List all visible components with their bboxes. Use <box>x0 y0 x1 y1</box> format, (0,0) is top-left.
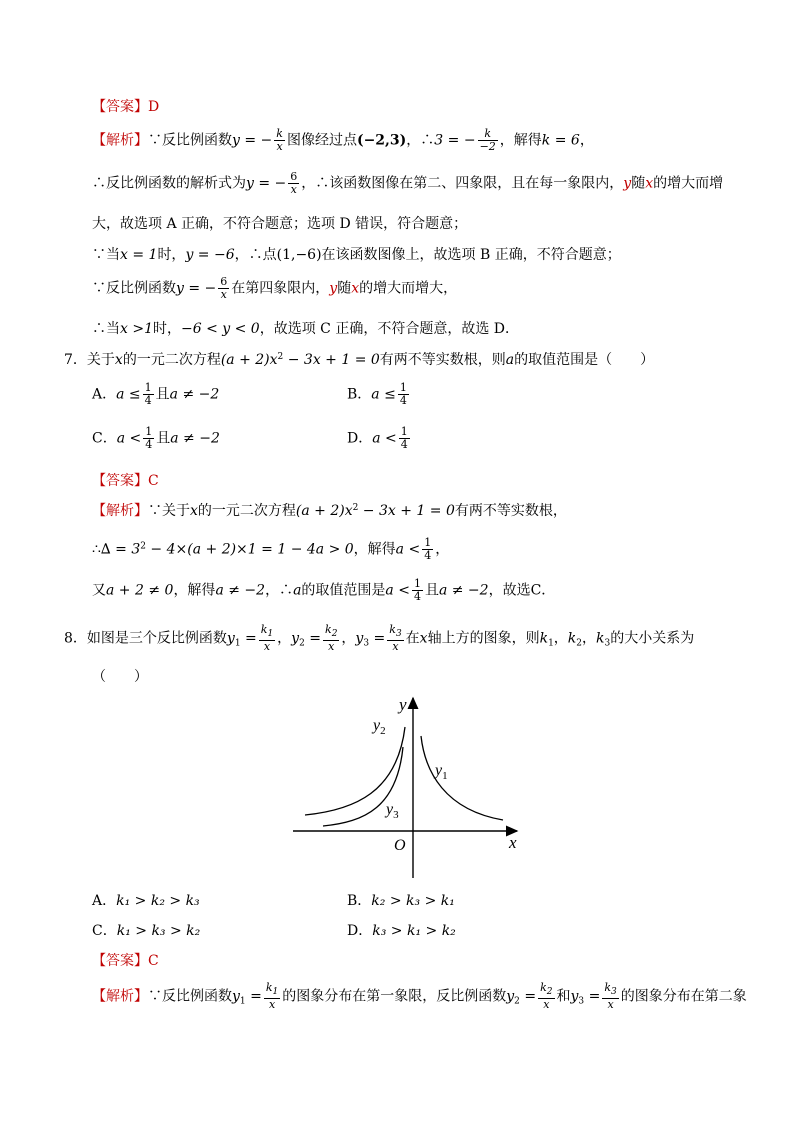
text: ， <box>435 541 450 558</box>
den: 4 <box>399 394 407 407</box>
x-axis-label: x <box>509 833 517 852</box>
num: 1 <box>424 536 432 549</box>
math: a + 2 ≠ 0 <box>106 582 174 599</box>
fraction <box>323 624 339 653</box>
den: x <box>220 288 227 301</box>
math: x <box>419 630 428 647</box>
text: 图像经过点 <box>286 132 357 149</box>
den: x <box>263 640 271 653</box>
text: 随 <box>337 280 352 297</box>
fraction <box>422 537 433 562</box>
text: 的取值范围是 <box>301 582 386 599</box>
curve-y2-label: $y_2$ <box>373 717 386 737</box>
label: C． <box>92 923 117 939</box>
math: (a + 2)x <box>220 352 278 368</box>
option-8a[interactable] <box>92 890 200 910</box>
hyperbola-graph <box>285 692 525 882</box>
option-7a[interactable] <box>92 382 219 407</box>
text: 时， <box>157 247 186 263</box>
label: B． <box>347 386 372 403</box>
math: 3 <box>363 638 370 649</box>
math: x <box>645 175 654 192</box>
math: y <box>291 630 300 647</box>
num: k <box>260 623 268 636</box>
text: ∴反比例函数的解析式为 <box>92 175 246 192</box>
analysis-8-line-1 <box>92 982 747 1011</box>
fraction <box>412 578 423 603</box>
text: ∵反比例函数 <box>148 132 232 149</box>
label: C． <box>92 430 117 447</box>
text: ，故选项 C 正确，不符合题意，故选 D． <box>259 321 519 337</box>
fraction <box>274 128 285 153</box>
text: ， <box>277 630 292 647</box>
math: a <box>293 582 302 599</box>
analysis-6-line-6 <box>92 318 519 338</box>
label: A． <box>92 386 117 403</box>
question-7-stem <box>64 349 654 369</box>
math: x <box>351 280 360 297</box>
text: 的图象分布在第一象限，反比例函数 <box>282 988 507 1005</box>
analysis-tag: 【解析】 <box>92 503 148 519</box>
fraction <box>288 171 299 196</box>
text: 有两不等实数根， <box>454 503 567 519</box>
math: a < <box>395 541 421 558</box>
text: 的一元二次方程 <box>197 503 296 519</box>
sub: 3 <box>395 629 402 639</box>
analysis-6-line-2 <box>92 171 723 196</box>
fraction <box>218 276 229 301</box>
num: 1 <box>145 425 153 438</box>
math: 2 <box>576 638 583 649</box>
label: B． <box>347 893 372 909</box>
answer-7: 【答案】C <box>92 473 159 489</box>
text: 且 <box>156 430 171 447</box>
num: 6 <box>220 275 228 288</box>
text: 且 <box>155 386 170 403</box>
math: y = − <box>246 175 287 192</box>
sub: 1 <box>272 987 279 997</box>
text: 在第四象限内， <box>231 280 330 297</box>
text: 有两不等实数根，则 <box>379 352 506 368</box>
option-7c[interactable] <box>92 426 220 451</box>
math: = <box>304 630 322 647</box>
label: D． <box>347 923 373 939</box>
math: y <box>570 988 579 1005</box>
math: a ≠ −2 <box>438 582 489 599</box>
math: −6 < y < 0 <box>180 321 260 337</box>
text: 在该函数图像上，故选项 B 正确，不符合题意； <box>321 247 621 263</box>
math: (1,−6) <box>276 247 322 263</box>
text: ∵反比例函数 <box>92 280 176 297</box>
math: x = 1 <box>120 247 158 263</box>
text: ，解得 <box>499 132 542 149</box>
math: k₃ > k₁ > k₂ <box>372 923 456 939</box>
analysis-7-line-2 <box>92 537 449 562</box>
num: 6 <box>290 170 298 183</box>
text: 的图象分布在第二象 <box>620 988 747 1005</box>
curve-y1-label: $y_1$ <box>435 762 448 782</box>
text: ，故选C． <box>488 582 556 599</box>
sub: 3 <box>611 987 617 997</box>
text: 的增大而增大， <box>359 280 458 297</box>
fraction <box>398 382 409 407</box>
math: 2 <box>140 541 146 552</box>
math: y = − <box>232 132 273 149</box>
fraction <box>143 426 154 451</box>
text: 在 <box>405 630 420 647</box>
y-axis-label: y <box>399 695 407 714</box>
math: y <box>623 175 632 192</box>
question-8-stem <box>64 624 694 653</box>
text: ， <box>579 132 594 149</box>
num: 1 <box>144 381 152 394</box>
math: ∆ = 3 <box>100 541 141 558</box>
fraction <box>538 982 554 1011</box>
text: 8．如图是三个反比例函数 <box>64 630 227 647</box>
math: − 3x + 1 = 0 <box>283 352 380 368</box>
text: ∵当 <box>92 247 120 263</box>
text: ，∴点 <box>234 247 277 263</box>
analysis-6-line-3: 大，故选项 A 正确，不符合题意；选项 D 错误，符合题意； <box>92 216 468 232</box>
option-8d[interactable] <box>347 920 456 940</box>
math: 1 <box>234 638 241 649</box>
den: x <box>328 640 335 653</box>
math: 3 <box>604 638 611 649</box>
analysis-6-line-5 <box>92 276 457 301</box>
math: y <box>329 280 338 297</box>
analysis-7-line-1 <box>92 500 567 520</box>
text: ∴当 <box>92 321 120 337</box>
den: 4 <box>413 590 421 603</box>
den: 4 <box>145 438 153 451</box>
sub: 2 <box>331 629 338 639</box>
text: ∵反比例函数 <box>148 988 232 1005</box>
den: x <box>607 998 614 1011</box>
text: ，解得 <box>353 541 396 558</box>
analysis-tag: 【解析】 <box>92 132 148 149</box>
math: a ≠ −2 <box>169 386 220 403</box>
text: 随 <box>631 175 646 192</box>
den: 4 <box>144 394 152 407</box>
math: a ≤ <box>371 386 396 403</box>
text: ，∴该函数图像在第二、四象限，且在每一象限内， <box>301 175 624 192</box>
option-8b[interactable] <box>347 890 455 910</box>
answer-6: 【答案】D <box>92 99 160 115</box>
num: k <box>265 981 273 994</box>
math: 3 <box>578 996 585 1007</box>
text: ，解得 <box>173 582 216 599</box>
num: 1 <box>399 381 407 394</box>
den: −2 <box>479 140 496 153</box>
fraction <box>478 128 498 153</box>
origin-label: O <box>394 837 406 854</box>
den: x <box>276 140 283 153</box>
math: a < <box>385 582 410 599</box>
math: k = 6 <box>541 132 580 149</box>
fraction <box>143 382 154 407</box>
analysis-6-line-1 <box>92 128 594 153</box>
option-7d[interactable] <box>347 426 412 451</box>
math: 1 <box>239 996 246 1007</box>
text: 的增大而增 <box>653 175 724 192</box>
text: 的取值范围是（ ） <box>514 352 655 368</box>
curve-y3-label: $y_3$ <box>386 801 399 821</box>
math: y <box>506 988 515 1005</box>
math: a <box>505 352 515 368</box>
math: y <box>355 630 364 647</box>
text: ， <box>553 630 568 647</box>
math: k <box>567 630 577 647</box>
fraction <box>399 426 410 451</box>
math: a ≠ −2 <box>170 430 220 447</box>
math: (−2,3) <box>356 132 407 149</box>
text: ，∴ <box>265 582 294 599</box>
math: x <box>114 352 123 368</box>
text: ∵关于 <box>148 503 190 519</box>
math: k₁ > k₂ > k₃ <box>116 893 200 909</box>
text: ∴ <box>92 541 101 558</box>
analysis-6-line-4 <box>92 244 621 264</box>
den: 4 <box>400 438 408 451</box>
math: = <box>584 988 601 1005</box>
math: (a + 2)x <box>295 503 353 519</box>
label: A． <box>92 893 117 909</box>
den: x <box>268 998 276 1011</box>
den: x <box>392 640 399 653</box>
num: 1 <box>413 577 421 590</box>
math: 2 <box>299 638 305 649</box>
math: y <box>232 988 240 1005</box>
num: k <box>325 623 332 636</box>
text: 轴上方的图象，则 <box>427 630 540 647</box>
curve-y1 <box>421 736 503 820</box>
math: k <box>596 630 605 647</box>
math: − 3x + 1 = 0 <box>358 503 455 519</box>
text: 7．关于 <box>64 352 115 368</box>
den: 4 <box>424 549 432 562</box>
text: 时， <box>152 321 181 337</box>
analysis-tag: 【解析】 <box>92 988 148 1005</box>
sub: 1 <box>267 629 274 639</box>
question-8-paren: （ ） <box>92 669 148 685</box>
math: a < <box>372 430 397 447</box>
num: k <box>478 128 498 141</box>
math: 3 = − <box>434 132 476 149</box>
den: x <box>290 183 297 196</box>
math: a ≤ <box>116 386 141 403</box>
num: k <box>389 623 396 636</box>
den: x <box>543 998 550 1011</box>
math: x <box>190 503 198 519</box>
option-8c[interactable] <box>92 920 200 940</box>
fraction <box>264 982 280 1011</box>
num: k <box>540 981 547 994</box>
num: 1 <box>400 425 408 438</box>
math: y = − <box>176 280 217 297</box>
math: y <box>226 630 235 647</box>
math: 1 <box>548 638 554 649</box>
math: y = −6 <box>185 247 235 263</box>
fraction <box>259 624 275 653</box>
answer-8: 【答案】C <box>92 953 159 969</box>
label: D． <box>347 430 373 447</box>
math: a ≠ −2 <box>215 582 266 599</box>
fraction <box>387 624 403 653</box>
text: 又 <box>92 582 106 599</box>
text: 的一元二次方程 <box>122 352 221 368</box>
num: k <box>604 981 612 994</box>
text: ， <box>582 630 597 647</box>
math: k₁ > k₃ > k₂ <box>116 923 201 939</box>
text: ，∴ <box>406 132 435 149</box>
text: 和 <box>556 988 571 1005</box>
math: 2 <box>514 996 520 1007</box>
math: = <box>369 630 386 647</box>
math: − 4×(a + 2)×1 = 1 − 4a > 0 <box>145 541 354 558</box>
text: 且 <box>424 582 439 599</box>
math: k₂ > k₃ > k₁ <box>371 893 455 909</box>
analysis-7-line-3 <box>92 578 555 603</box>
text: ， <box>341 630 356 647</box>
math: x >1 <box>120 321 153 337</box>
math: 2 <box>277 352 284 362</box>
math: k <box>539 630 549 647</box>
math: = <box>240 630 257 647</box>
sub: 2 <box>546 987 553 997</box>
fraction <box>602 982 618 1011</box>
text: 的大小关系为 <box>610 630 695 647</box>
math: 2 <box>352 503 359 513</box>
math: = <box>245 988 262 1005</box>
math: a < <box>116 430 142 447</box>
option-7b[interactable] <box>347 382 411 407</box>
num: k <box>276 127 283 140</box>
math: = <box>519 988 537 1005</box>
